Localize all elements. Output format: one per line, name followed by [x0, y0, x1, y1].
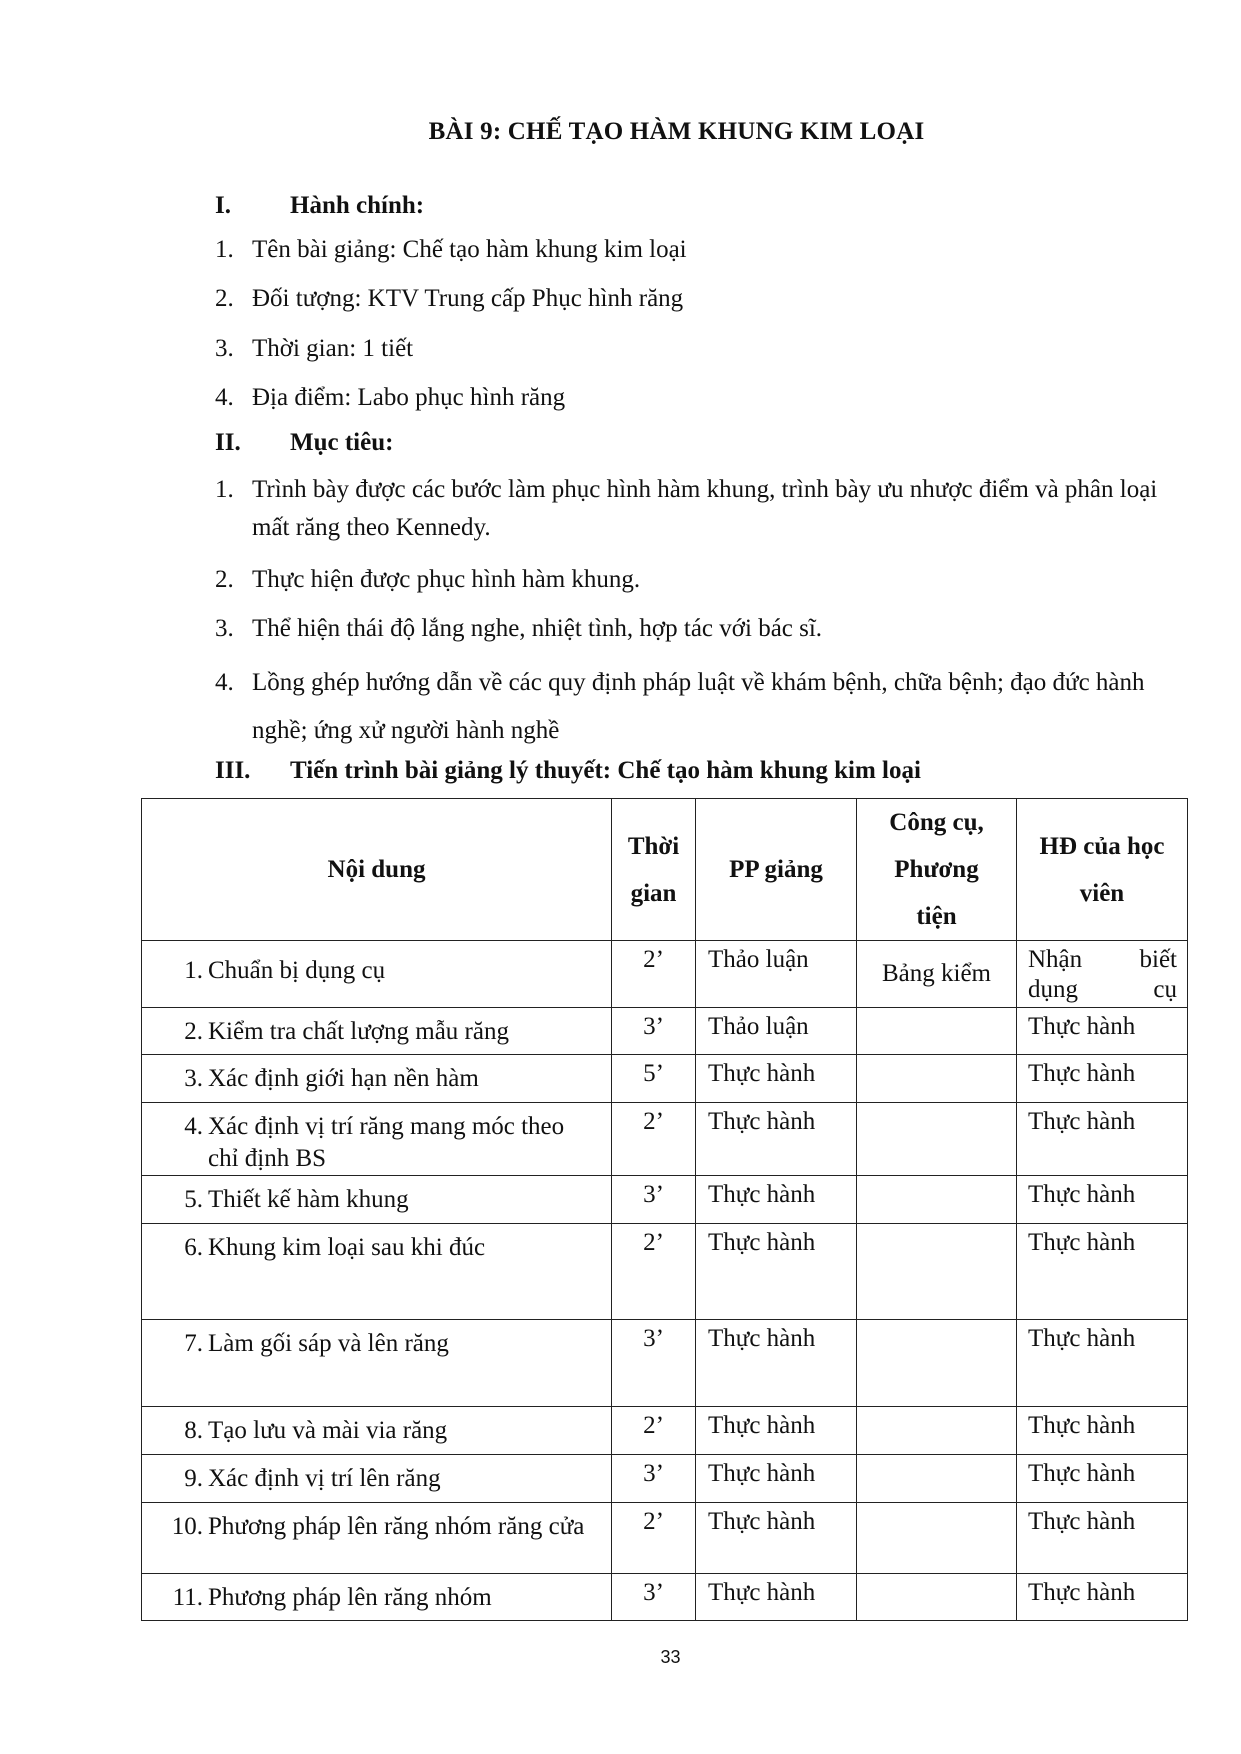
row-content: Chuẩn bị dụng cụ — [208, 957, 386, 984]
row-time: 3’ — [612, 1574, 696, 1621]
section-number: II. — [215, 429, 241, 456]
list-item — [215, 379, 1165, 417]
row-activity: Thực hành — [1017, 1008, 1188, 1055]
item-number: 3. — [215, 615, 234, 642]
row-tools — [857, 1503, 1017, 1574]
row-method: Thực hành — [696, 1055, 857, 1103]
row-method: Thực hành — [696, 1574, 857, 1621]
page-title: BÀI 9: CHẾ TẠO HÀM KHUNG KIM LOẠI — [428, 118, 925, 145]
item-text: Tên bài giảng: Chế tạo hàm khung kim loại — [252, 236, 687, 263]
row-method: Thực hành — [696, 1503, 857, 1574]
header-activity: HĐ của học viên — [1017, 799, 1188, 941]
row-content: Xác định vị trí lên răng — [208, 1465, 441, 1492]
list-item — [215, 231, 1165, 269]
list-item — [215, 471, 1165, 541]
section-number: III. — [215, 757, 251, 784]
row-time: 2’ — [612, 1503, 696, 1574]
table-row: 7. Làm gối sáp và lên răng 3’ Thực hành Thực hành — [142, 1320, 1188, 1407]
row-content: Làm gối sáp và lên răng — [208, 1330, 449, 1357]
row-content: Xác định giới hạn nền hàm — [208, 1065, 479, 1092]
section-heading-process — [215, 757, 921, 785]
row-method: Thực hành — [696, 1407, 857, 1455]
row-content: Thiết kế hàm khung — [208, 1186, 409, 1213]
row-time: 3’ — [612, 1320, 696, 1407]
table-row: 6. Khung kim loại sau khi đúc 2’ Thực hành Thực hành — [142, 1224, 1188, 1320]
row-tools — [857, 1320, 1017, 1407]
row-content: Khung kim loại sau khi đúc — [208, 1234, 486, 1261]
row-time: 2’ — [612, 1103, 696, 1176]
row-content: Kiểm tra chất lượng mẫu răng — [208, 1018, 509, 1045]
list-item — [215, 330, 1165, 368]
item-text: Lồng ghép hướng dẫn về các quy định pháp luật về khám bệnh, chữa bệnh; đạo đức hành nghề; ứng xử người hành nghề — [252, 669, 1145, 744]
row-content: Phương pháp lên răng nhóm — [208, 1584, 492, 1611]
row-content: Xác định vị trí răng mang móc theo chỉ định BS — [208, 1113, 565, 1172]
table-row: 9. Xác định vị trí lên răng 3’ Thực hành Thực hành — [142, 1455, 1188, 1503]
header-tools: Công cụ, Phương tiện — [857, 799, 1017, 941]
table-header-row — [142, 799, 1188, 941]
item-text: Trình bày được các bước làm phục hình hàm khung, trình bày ưu nhược điểm và phân loại mất răng theo Kennedy. — [252, 476, 1158, 541]
table-row: 11. Phương pháp lên răng nhóm 3’ Thực hành Thực hành — [142, 1574, 1188, 1621]
row-tools — [857, 1574, 1017, 1621]
row-activity: Thực hành — [1017, 1407, 1188, 1455]
item-text: Địa điểm: Labo phục hình răng — [252, 384, 566, 411]
item-number: 4. — [215, 669, 234, 696]
row-content: Tạo lưu và mài via răng — [208, 1417, 448, 1444]
item-text: Thực hiện được phục hình hàm khung. — [252, 566, 641, 593]
header-method: PP giảng — [696, 799, 857, 941]
row-method: Thực hành — [696, 1320, 857, 1407]
lesson-plan-table — [141, 798, 1188, 1621]
item-number: 1. — [215, 476, 234, 503]
row-activity: Thực hành — [1017, 1455, 1188, 1503]
table-row: 4. Xác định vị trí răng mang móc theo chỉ định BS 2’ Thực hành Thực hành — [142, 1103, 1188, 1176]
row-activity: Thực hành — [1017, 1574, 1188, 1621]
list-item — [215, 561, 1165, 599]
row-activity: Thực hành — [1017, 1224, 1188, 1320]
row-tools — [857, 1455, 1017, 1503]
section-title: Tiến trình bài giảng lý thuyết: Chế tạo hàm khung kim loại — [290, 757, 921, 784]
section-heading-objectives — [215, 429, 393, 457]
item-number: 3. — [215, 335, 234, 362]
row-method: Thảo luận — [696, 1008, 857, 1055]
item-text: Thời gian: 1 tiết — [252, 335, 414, 362]
list-item — [215, 610, 1165, 648]
table-row: 2. Kiểm tra chất lượng mẫu răng 3’ Thảo luận Thực hành — [142, 1008, 1188, 1055]
row-tools — [857, 1407, 1017, 1455]
row-method: Thực hành — [696, 1455, 857, 1503]
row-time: 3’ — [612, 1008, 696, 1055]
row-tools: Bảng kiểm — [857, 941, 1017, 1008]
row-time: 3’ — [612, 1455, 696, 1503]
table-row: 5. Thiết kế hàm khung 3’ Thực hành Thực hành — [142, 1176, 1188, 1224]
list-item — [215, 280, 1165, 318]
row-time: 2’ — [612, 941, 696, 1008]
section-title: Hành chính: — [290, 192, 425, 219]
table-row: 8. Tạo lưu và mài via răng 2’ Thực hành Thực hành — [142, 1407, 1188, 1455]
item-text: Đối tượng: KTV Trung cấp Phục hình răng — [252, 285, 684, 312]
table-row: 1. Chuẩn bị dụng cụ 2’ Thảo luận Bảng kiểm Nhận biết dụng cụ — [142, 941, 1188, 1008]
row-time: 2’ — [612, 1407, 696, 1455]
table-row: 10. Phương pháp lên răng nhóm răng cửa 2’ Thực hành Thực hành — [142, 1503, 1188, 1574]
list-item — [215, 659, 1165, 744]
row-activity: Thực hành — [1017, 1503, 1188, 1574]
header-time: Thời gian — [612, 799, 696, 941]
section-number: I. — [215, 192, 231, 219]
row-tools — [857, 1224, 1017, 1320]
row-activity: Thực hành — [1017, 1320, 1188, 1407]
row-tools — [857, 1103, 1017, 1176]
item-number: 4. — [215, 384, 234, 411]
row-time: 5’ — [612, 1055, 696, 1103]
row-tools — [857, 1055, 1017, 1103]
row-tools — [857, 1176, 1017, 1224]
row-activity: Thực hành — [1017, 1103, 1188, 1176]
item-number: 2. — [215, 285, 234, 312]
row-tools — [857, 1008, 1017, 1055]
row-method: Thực hành — [696, 1176, 857, 1224]
row-activity: Thực hành — [1017, 1176, 1188, 1224]
row-content: Phương pháp lên răng nhóm răng cửa — [208, 1513, 585, 1540]
row-method: Thực hành — [696, 1224, 857, 1320]
row-time: 3’ — [612, 1176, 696, 1224]
row-method: Thực hành — [696, 1103, 857, 1176]
item-text: Thể hiện thái độ lắng nghe, nhiệt tình, hợp tác với bác sĩ. — [252, 615, 823, 642]
section-title: Mục tiêu: — [290, 429, 394, 456]
row-method: Thảo luận — [696, 941, 857, 1008]
table-row: 3. Xác định giới hạn nền hàm 5’ Thực hành Thực hành — [142, 1055, 1188, 1103]
section-heading-admin — [215, 192, 424, 220]
item-number: 1. — [215, 236, 234, 263]
item-number: 2. — [215, 566, 234, 593]
row-activity: Thực hành — [1017, 1055, 1188, 1103]
page-number: 33 — [660, 1647, 681, 1667]
row-activity: Nhận biết dụng cụ — [1017, 941, 1188, 1008]
header-content: Nội dung — [142, 799, 612, 941]
row-time: 2’ — [612, 1224, 696, 1320]
